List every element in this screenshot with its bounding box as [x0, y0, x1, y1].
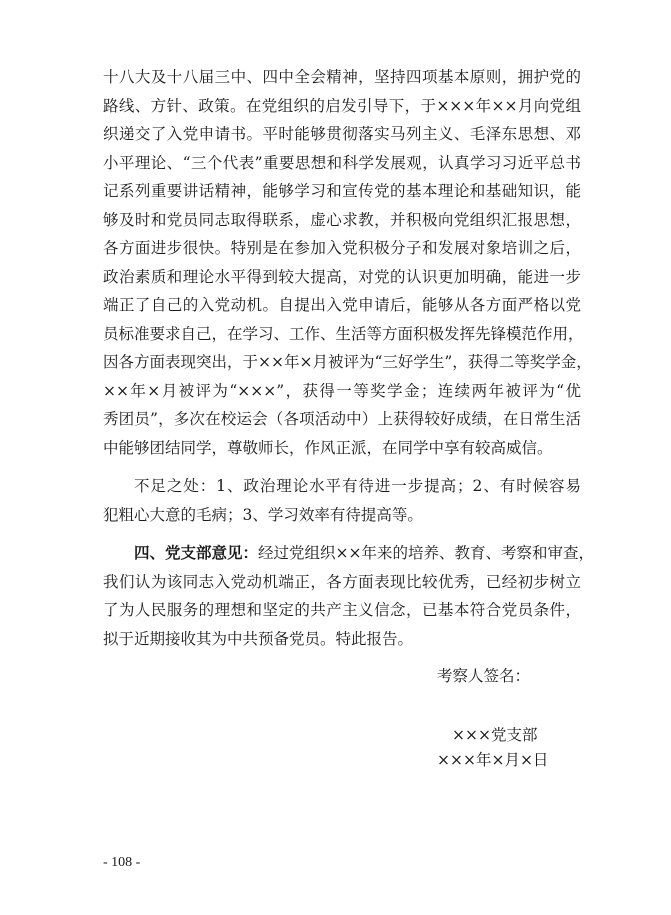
text-line: 够及时和党员同志取得联系，虚心求教，并积极向党组织汇报思想， [103, 210, 581, 229]
text-line: 路线、方针、政策。在党组织的启发引导下，于×××年××月向党组 [103, 96, 581, 115]
text-span: 经过党组织××年来的培养、教育、考察和审查， [258, 544, 594, 562]
page-number: - 108 - [103, 855, 141, 870]
inspector-signature-label: 考察人签名： [437, 667, 531, 685]
text-line: 政治素质和理论水平得到较大提高，对党的认识更加明确，能进一步 [103, 267, 581, 286]
document-body [103, 63, 594, 653]
text-line: 小平理论、“三个代表”重要思想和科学发展观，认真学习习近平总书 [103, 153, 581, 172]
text-line: 记系列重要讲话精神，能够学习和宣传党的基本理论和基础知识，能 [103, 182, 581, 200]
text-line: ××年×月被评为“×××”，获得一等奖学金；连续两年被评为“优 [103, 381, 581, 400]
text-line: 织递交了入党申请书。平时能够贯彻落实马列主义、毛泽东思想、邓 [103, 125, 581, 143]
text-line: 中能够团结同学，尊敬师长，作风正派，在同学中享有较高威信。 [103, 438, 553, 457]
text-line: 了为人民服务的理想和坚定的共产主义信念，已基本符合党员条件， [103, 601, 581, 619]
paragraph-shortcomings [103, 472, 581, 529]
text-line: 员标准要求自己，在学习、工作、生活等方面积极发挥先锋模范作用， [103, 324, 584, 343]
text-line: 因各方面表现突出，于××年×月被评为“三好学生”，获得二等奖学金， [103, 353, 592, 371]
text-line: 不足之处：1、政治理论水平有待进一步提高；2、有时候容易 [134, 477, 581, 495]
text-line: 端正了自己的入党动机。自提出入党申请后，能够从各方面严格以党 [103, 296, 581, 314]
party-branch-name: ×××党支部 [452, 726, 538, 744]
text-line: 犯粗心大意的毛病；3、学习效率有待提高等。 [103, 505, 423, 524]
paragraph-background [103, 63, 592, 462]
text-line: 拟于近期接收其为中共预备党员。特此报告。 [103, 629, 414, 648]
text-line: 秀团员”，多次在校运会（各项活动中）上获得较好成绩，在日常生活 [103, 410, 581, 428]
text-line: 各方面进步很快。特别是在参加入党积极分子和发展对象培训之后， [103, 239, 581, 257]
text-line: 十八大及十八届三中、四中全会精神，坚持四项基本原则，拥护党的 [103, 68, 581, 86]
signature-date: ×××年×月×日 [437, 751, 549, 769]
section-heading: 四、党支部意见： [134, 543, 259, 562]
paragraph-branch-opinion [103, 539, 594, 653]
text-line: 我们认为该同志入党动机端正，各方面表现比较优秀，已经初步树立 [103, 572, 581, 591]
text-line [103, 539, 594, 568]
